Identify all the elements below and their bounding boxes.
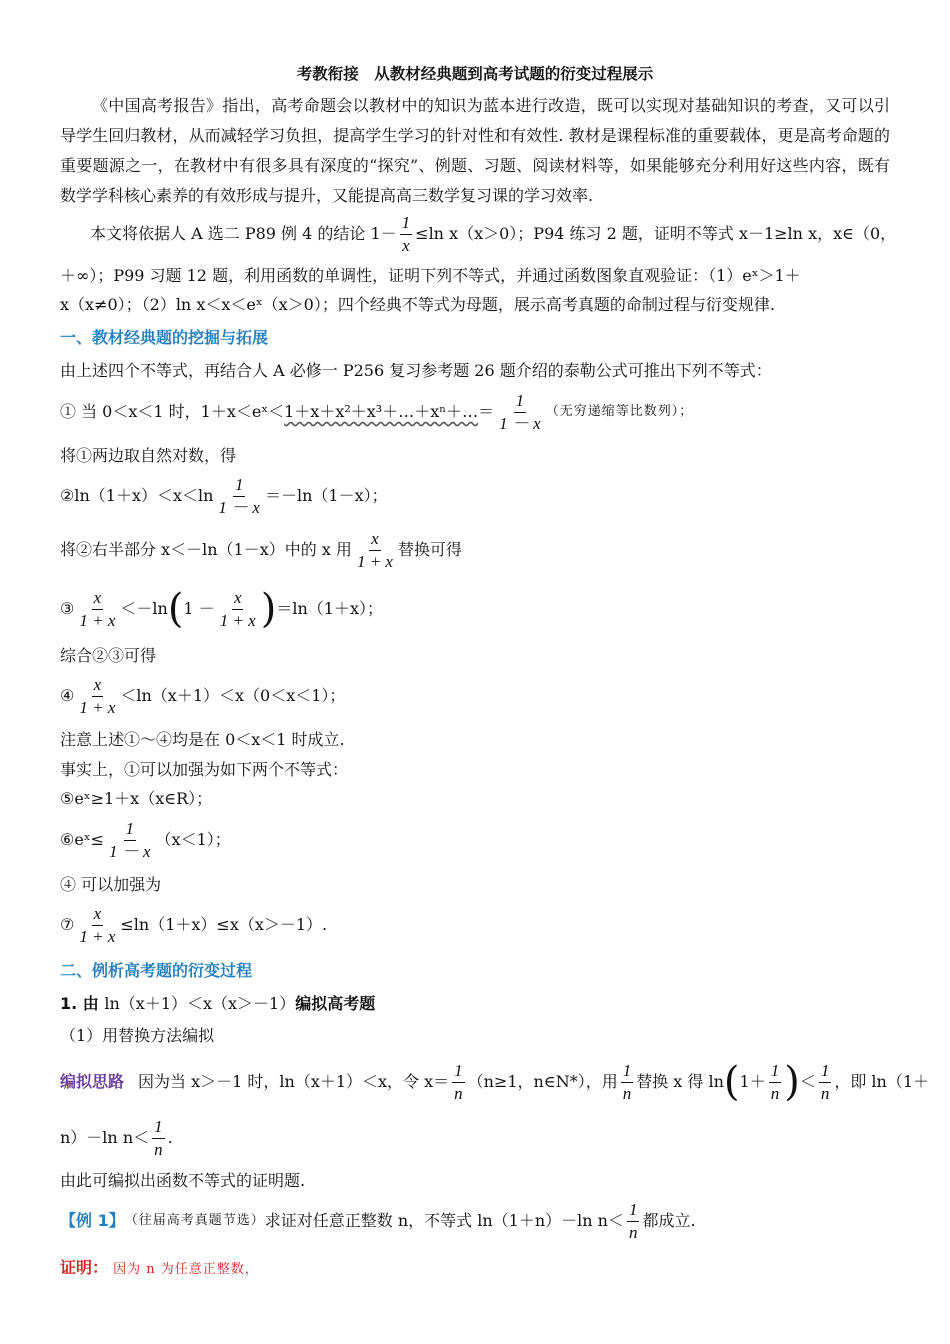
proof-text: 因为 n 为任意正整数， [113,1262,259,1277]
equation-text: ＝ [478,402,495,421]
fraction-1-over-n: $\frac{1}{n}$ [628,1199,638,1242]
example-source: （往届高考真题节选） [124,1213,265,1228]
fraction-1-over-n: $\frac{1}{n}$ [154,1116,163,1159]
equation-2 [60,474,388,518]
fraction-1-over-n: $\frac{1}{n}$ [770,1060,780,1103]
fraction-1-over-x: $\frac{1}{x}$ [401,212,411,255]
equation-4 [60,674,345,718]
equation-text: 1 － [183,599,215,618]
idea-line-2 [60,1115,173,1161]
fraction-x-over-1-plus-x: $\frac{x}{1 + x}$ [356,528,393,571]
section-2-heading: 二、例析高考题的衍变过程 [60,961,253,980]
fraction-x-over-1-plus-x: $\frac{x}{1 + x}$ [79,903,116,946]
series-text: 1＋x＋x²＋x³＋…＋xⁿ＋… [284,402,479,421]
idea-text: 1＋ [739,1072,766,1091]
intro-paragraph-2-line-2: ＋∞）；P99 习题 12 题，利用函数的单调性，证明下列不等式，并通过函数图象直观验证：（1）eˣ＞1＋ [60,266,801,285]
idea-text: （n≥1，n∈N*），用 [467,1072,618,1091]
line-text: 将②右半部分 x＜－ln（1－x）中的 x 用 [60,540,352,559]
idea-label: 编拟思路 [60,1072,125,1091]
fraction-x-over-1-plus-x: $\frac{x}{1 + x}$ [79,674,116,717]
equation-text: ＜ln（x＋1）＜x（0＜x＜1）； [120,686,346,705]
equation-note: （无穷递缩等比数列）； [545,404,694,419]
section-1-line-1: 由上述四个不等式，再结合人 A 必修一 P256 复习参考题 26 题介绍的泰勒公式可推出下列不等式： [60,361,772,380]
equation-7 [60,903,327,947]
equation-text: ③ [60,599,75,618]
idea-text: ，即 ln（1＋ [834,1072,930,1091]
idea-text: 替换 x 得 ln [636,1072,724,1091]
section-1-line-6: 事实上，①可以加强为如下两个不等式： [60,760,349,779]
equation-5: ⑤eˣ≥1＋x（x∈R）； [60,789,213,808]
equation-text: （x＜1）； [155,830,231,849]
subsection-text: . 由 [71,994,105,1013]
subsection-text: 编拟高考题 [295,994,376,1013]
intro-paragraph-2-line-3: x（x≠0）；（2）ln x＜x＜eˣ（x＞0）；四个经典不等式为母题，展示高考真题的命制过程与衍变规律. [60,295,775,314]
equation-text: ＝ln（1＋x）； [276,599,383,618]
line-text: 替换可得 [397,540,462,559]
proof-line [60,1257,259,1281]
fraction-1-over-n: $\frac{1}{n}$ [454,1060,463,1103]
example-1 [60,1198,696,1244]
equation-text: ④ [60,686,75,705]
fraction-1-over-n: $\frac{1}{n}$ [820,1060,830,1103]
example-text: 都成立. [642,1211,696,1230]
intro-text: 本文将依据人 A 选二 P89 例 4 的结论 1－ [90,224,397,243]
left-paren: ( [723,1059,740,1105]
right-paren: ) [260,586,277,632]
equation-text: ＜－ln [120,599,168,618]
idea-text: 因为当 x＞－1 时，ln（x＋1）＜x，令 x＝ [138,1072,450,1091]
subsection-formula: ln（x＋1）＜x（x＞－1） [104,994,296,1013]
item-1: （1）用替换方法编拟 [60,1026,215,1045]
fraction-x-over-1-plus-x: $\frac{x}{1 + x}$ [79,587,116,630]
section-1-line-4: 综合②③可得 [60,646,157,665]
section-1-line-5: 注意上述①～④均是在 0＜x＜1 时成立. [60,730,345,749]
equation-6 [60,818,231,862]
equation-text: ＝－ln（1－x）； [264,486,388,505]
equation-1 [60,390,693,434]
equation-text: ① 当 0＜x＜1 时，1＋x＜eˣ＜ [60,402,285,421]
left-paren: ( [167,586,184,632]
subsection-number: 1 [60,994,72,1013]
example-text: 求证对任意正整数 n，不等式 ln（1＋n）－ln n＜ [264,1211,624,1230]
fraction-1-over-n: $\frac{1}{n}$ [622,1060,632,1103]
fraction-1-over-1-minus-x: $\frac{1}{1 - x}$ [109,818,151,861]
equation-3 [60,587,383,631]
example-label: 【例 1】 [60,1211,125,1230]
equation-text: ⑦ [60,915,75,934]
idea-text: n）－ln n＜ [60,1128,150,1147]
idea-text: . [167,1128,173,1147]
fraction-1-over-1-minus-x: $\frac{1}{1 - x}$ [218,474,260,517]
section-1-line-7: ④ 可以加强为 [60,875,162,894]
proof-label: 证明： [60,1258,109,1277]
intro-paragraph-1: 《中国高考报告》指出，高考命题会以教材中的知识为蓝本进行改造，既可以实现对基础知识的考查，又可以引导学生回归教材，从而减轻学习负担，提高学生学习的针对性和有效性. 教材是课程标准的重要载体，更是高考命题的重要题源之一，在教材中有很多具有深度的“探究”、例题、习题、阅读材料等，如果能够充分利用好这些内容，既有数学学科核心素养的有效形成与提升，又能提高高三数学复习课的学习效率. [60,96,890,205]
equation-text: ⑥eˣ≤ [60,830,104,849]
idea-text: ＜ [799,1072,816,1091]
section-1-line-2: 将①两边取自然对数，得 [60,446,237,465]
fraction-x-over-1-plus-x: $\frac{x}{1 + x}$ [219,587,256,630]
intro-paragraph-2-line-1 [90,212,897,255]
equation-text: ②ln（1＋x）＜x＜ln [60,486,214,505]
document-title: 考教衔接 从教材经典题到高考试题的衍变过程展示 [296,65,654,83]
section-2-line-8: 由此可编拟出函数不等式的证明题. [60,1171,306,1190]
equation-text: ≤ln（1＋x）≤x（x＞－1）. [120,915,328,934]
subsection-1-heading [60,993,375,1015]
section-1-heading: 一、教材经典题的挖掘与拓展 [60,328,269,347]
section-1-line-3 [60,528,462,572]
idea-line-1 [60,1059,929,1105]
fraction-1-over-1-minus-x: $\frac{1}{1 - x}$ [499,390,541,433]
intro-text: ≤ln x（x＞0）；P94 练习 2 题，证明不等式 x－1≥ln x，x∈（0， [415,224,897,243]
right-paren: ) [784,1059,800,1105]
